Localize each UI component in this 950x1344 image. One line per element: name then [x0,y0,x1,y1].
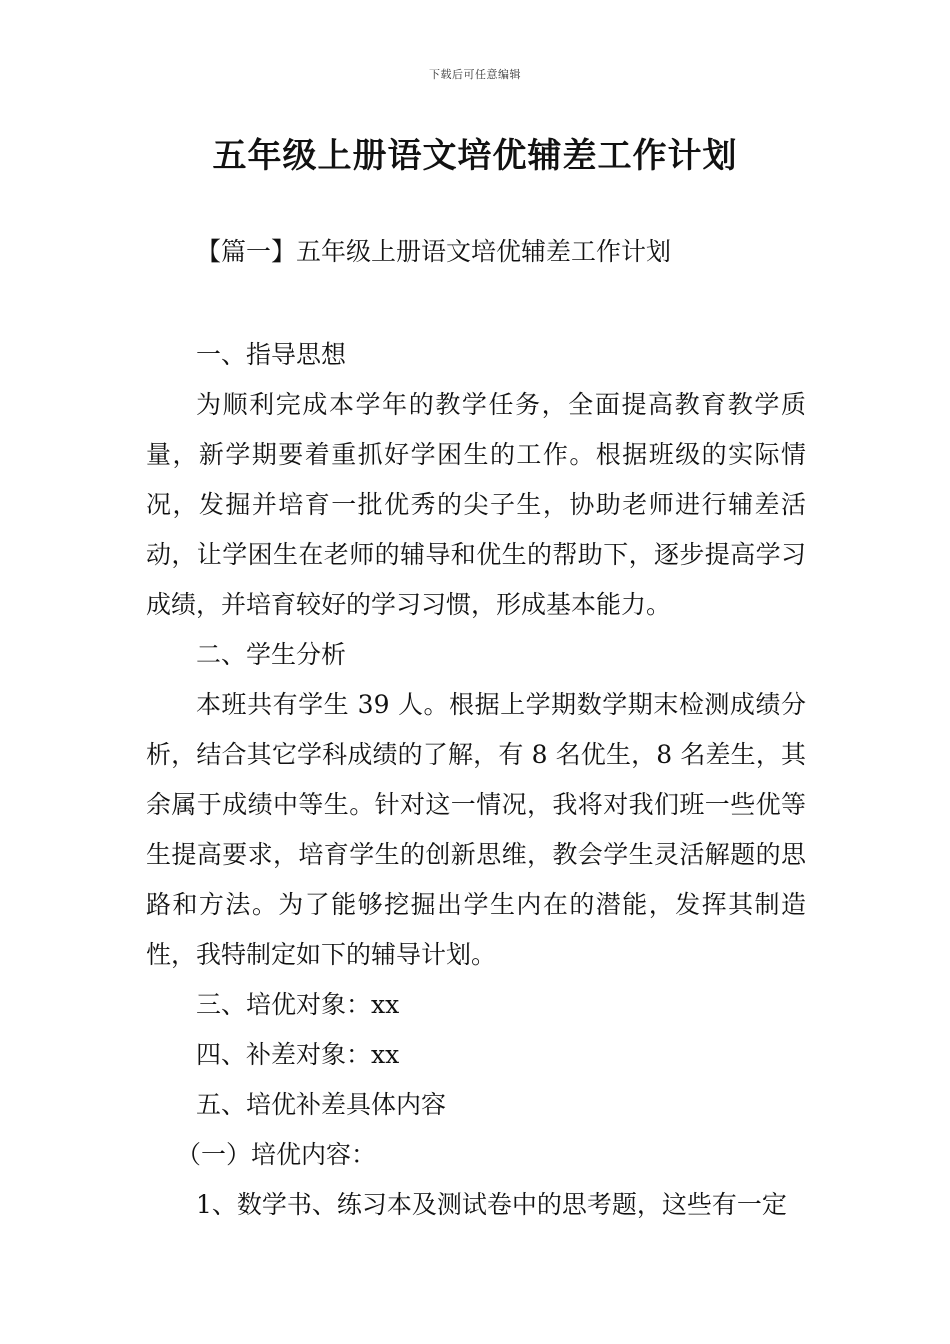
section-heading: 【篇一】五年级上册语文培优辅差工作计划 [196,237,672,266]
paragraph-student-analysis: 本班共有学生 39 人。根据上学期数学期末检测成绩分析，结合其它学科成绩的了解，有 8 名优生，8 名差生，其余属于成绩中等生。针对这一情况，我将对我们班一些优等生提高要求，培育学生的创新思维，教会学生灵活解题的思路和方法。为了能够挖掘出学生内在的潜能，发挥其制造性，我特制定如下的辅导计划。 [146,690,806,969]
heading-weak-students: 四、补差对象：xx [196,1040,400,1069]
heading-specific-content: 五、培优补差具体内容 [196,1090,447,1119]
document-title: 五年级上册语文培优辅差工作计划 [212,136,738,176]
heading-top-students: 三、培优对象：xx [196,990,400,1019]
list-item-1: 1、数学书、练习本及测试卷中的思考题，这些有一定 [196,1190,787,1219]
document-body [146,330,806,1230]
paragraph-guiding-ideology: 为顺利完成本学年的教学任务，全面提高教育教学质量，新学期要着重抓好学困生的工作。根据班级的实际情况，发掘并培育一批优秀的尖子生，协助老师进行辅差活动，让学困生在老师的辅导和优生的帮助下，逐步提高学习成绩，并培育较好的学习习惯，形成基本能力。 [146,390,806,619]
heading-enrichment-content: （一）培优内容： [176,1140,377,1169]
header-note: 下载后可任意编辑 [429,68,521,81]
heading-guiding-ideology: 一、指导思想 [196,340,347,369]
heading-student-analysis: 二、学生分析 [196,640,347,669]
